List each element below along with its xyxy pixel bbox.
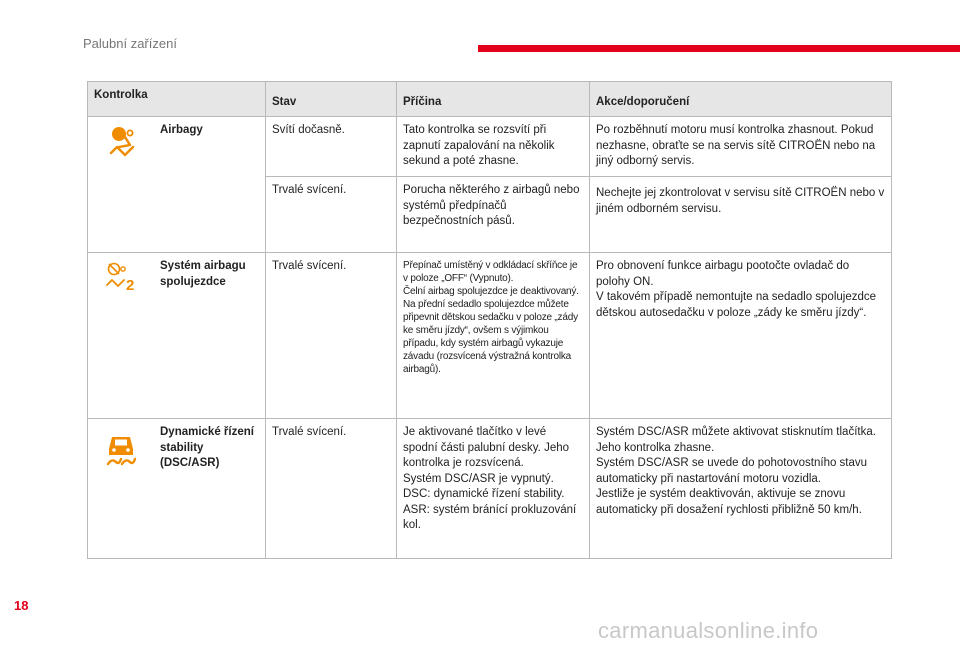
akce-cell: Po rozběhnutí motoru musí kontrolka zhasnout. Pokud nezhasne, obraťte se na servis sítě CITROËN nebo na jiný odborný servis.: [590, 117, 892, 177]
warning-lights-table: [87, 81, 892, 559]
airbag-icon-cell: [88, 117, 155, 253]
stav-cell: Trvalé svícení.: [266, 419, 397, 559]
pricina-line: ASR: systém bránící prokluzování kol.: [403, 503, 577, 531]
pricina-line: Přepínač umístěný v odkládací skříňce je v poloze „OFF“ (Vypnuto).: [403, 260, 578, 284]
pricina-cell: [397, 253, 590, 419]
pricina-line: Na přední sedadlo spolujezdce můžete připevnit dětskou sedačku v poloze „zády ke směru jízdy“, ovšem s výjimkou případu, kdy systém airbagů vykazuje závadu (rozsvícená výstražná kontrolka airbagů).: [403, 299, 578, 375]
akce-line: Systém DSC/ASR se uvede do pohotovostního stavu automaticky při nastartování motoru vozidla.: [596, 457, 868, 485]
airbag-warning-icon: [105, 125, 137, 157]
pricina-line: Čelní airbag spolujezdce je deaktivovaný.: [403, 286, 579, 297]
akce-line: V takovém případě nemontujte na sedadlo spolujezdce dětskou autosedačku v poloze „zády ke směru jízdy“.: [596, 291, 877, 319]
section-title: Palubní zařízení: [83, 36, 177, 51]
pricina-cell: Tato kontrolka se rozsvítí při zapnutí zapalování na několik sekund a poté zhasne.: [397, 117, 590, 177]
column-header-stav: Stav: [266, 82, 397, 117]
column-header-pricina: Příčina: [397, 82, 590, 117]
table-row: [88, 117, 892, 177]
light-name-passenger-airbag: Systém airbagu spolujezdce: [154, 253, 266, 419]
pricina-line: Je aktivované tlačítko v levé spodní části palubní desky. Jeho kontrolka je rozsvícená.: [403, 426, 570, 469]
stability-control-icon: [105, 433, 137, 467]
table-header-row: [88, 82, 892, 117]
column-header-kontrolka: Kontrolka: [88, 82, 266, 117]
akce-cell: [590, 419, 892, 559]
light-name-dsc-asr: Dynamické řízení stability (DSC/ASR): [154, 419, 266, 559]
akce-cell: Nechejte jej zkontrolovat v servisu sítě CITROËN nebo v jiném odborném servisu.: [590, 177, 892, 253]
passenger-airbag-icon-cell: [88, 253, 155, 419]
akce-line: Pro obnovení funkce airbagu pootočte ovladač do polohy ON.: [596, 260, 850, 288]
pricina-cell: Porucha některého z airbagů nebo systémů předpínačů bezpečnostních pásů.: [397, 177, 590, 253]
table-row: [88, 253, 892, 419]
pricina-line: DSC: dynamické řízení stability.: [403, 488, 565, 500]
akce-line: Systém DSC/ASR můžete aktivovat stisknutím tlačítka. Jeho kontrolka zhasne.: [596, 426, 876, 454]
page-number: 18: [14, 598, 29, 613]
table-row: [88, 419, 892, 559]
akce-line: Jestliže je systém deaktivován, aktivuje se znovu automaticky při dosažení rychlosti přibližně 50 km/h.: [596, 488, 862, 516]
column-header-akce: Akce/doporučení: [590, 82, 892, 117]
stav-cell: Trvalé svícení.: [266, 253, 397, 419]
watermark: carmanualsonline.info: [598, 618, 819, 643]
pricina-cell: [397, 419, 590, 559]
header-accent-bar: [478, 45, 960, 52]
light-name-airbagy: Airbagy: [154, 117, 266, 253]
svg-text:2: 2: [126, 277, 135, 293]
passenger-airbag-off-icon: [104, 261, 138, 293]
stav-cell: Trvalé svícení.: [266, 177, 397, 253]
stability-icon-cell: [88, 419, 155, 559]
pricina-line: Systém DSC/ASR je vypnutý.: [403, 472, 554, 485]
akce-cell: [590, 253, 892, 419]
stav-cell: Svítí dočasně.: [266, 117, 397, 177]
